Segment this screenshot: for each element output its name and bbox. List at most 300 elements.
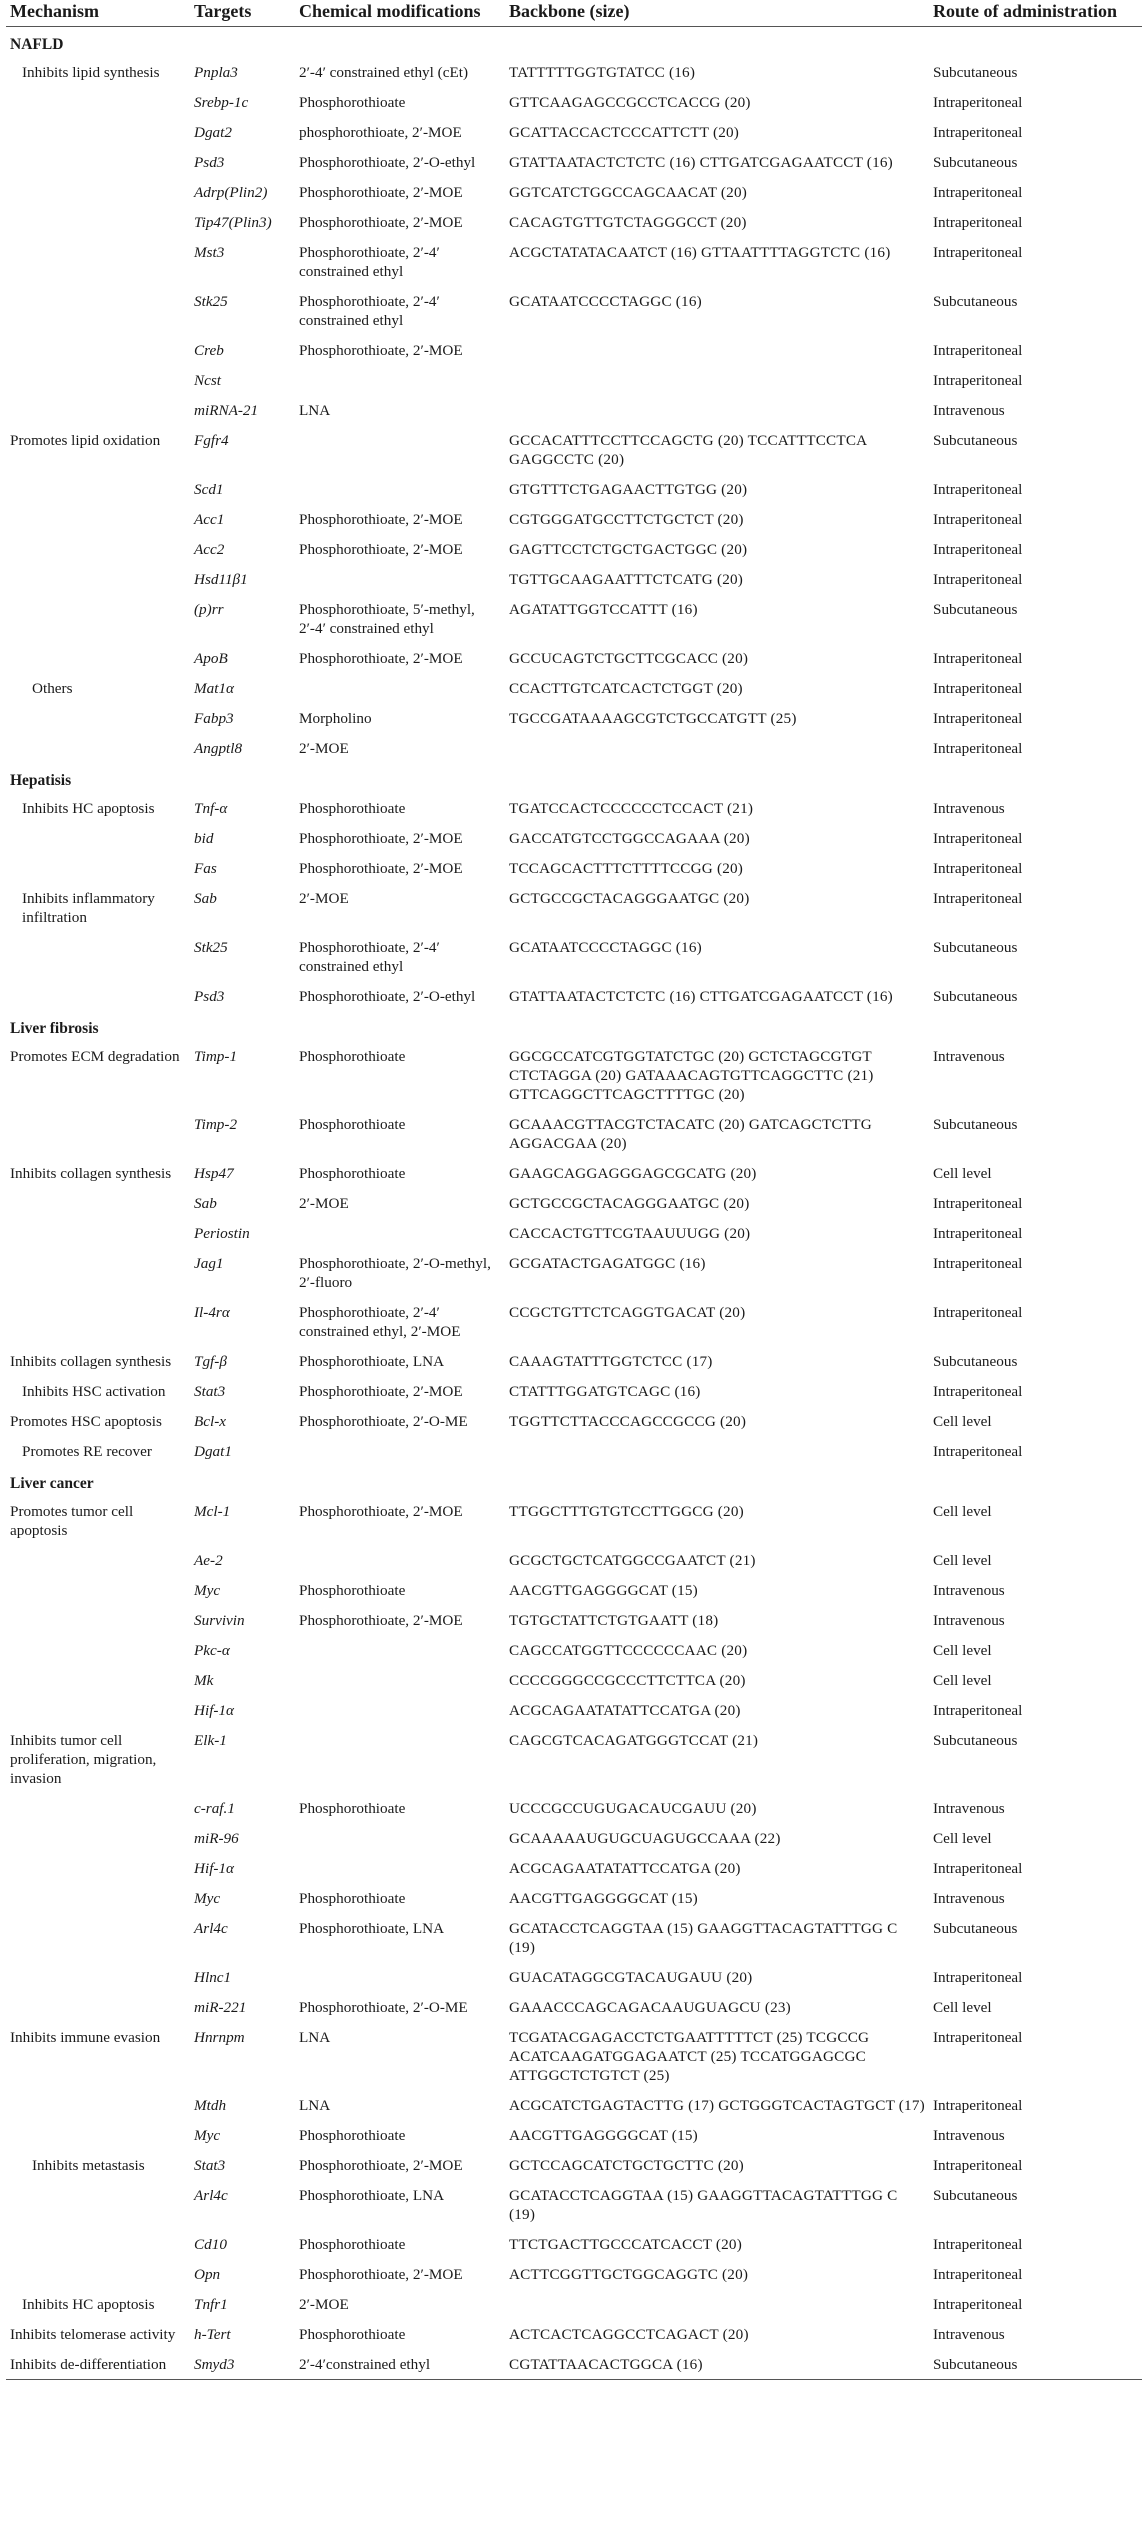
target-cell: ApoB — [194, 650, 228, 667]
target-cell: Tip47(Plin3) — [194, 214, 272, 231]
target-cell: Hlnc1 — [194, 1969, 232, 1986]
route-cell: Intraperitoneal — [933, 680, 1023, 697]
backbone-cell: GGCGCCATCGTGGTATCTGC (20) GCTCTAGCGTGT CTCTAGGA (20) GATAAACAGTGTTCAGGCTTC (21) GTTCAGGCTTCAGCTTTTGC (20) — [509, 1048, 874, 1103]
mechanism-cell — [6, 1218, 190, 1248]
chemical-modification-cell — [295, 673, 505, 703]
chemical-modification-cell: 2′-4′constrained ethyl — [295, 2349, 505, 2380]
chemical-modification-cell: Phosphorothioate — [299, 1165, 406, 1182]
chemical-modification-cell: phosphorothioate, 2′-MOE — [299, 124, 462, 141]
chemical-modification-cell: Phosphorothioate, 2′-MOE — [299, 1612, 463, 1629]
target-cell: Mcl-1 — [194, 1503, 231, 1520]
table-row — [6, 1496, 1142, 1545]
mechanism-cell — [6, 504, 190, 534]
route-cell: Intraperitoneal — [933, 541, 1023, 558]
table-row — [6, 594, 1142, 643]
target-cell: Mat1α — [194, 680, 235, 697]
mechanism-cell — [6, 643, 190, 673]
mechanism-cell — [6, 1823, 190, 1853]
chemical-modification-cell: Phosphorothioate — [299, 1890, 406, 1907]
chemical-modification-cell — [295, 1823, 505, 1853]
route-cell: Subcutaneous — [933, 2187, 1018, 2204]
route-cell: Subcutaneous — [933, 1353, 1018, 1370]
route-cell: Intravenous — [933, 2326, 1005, 2343]
target-cell: Psd3 — [194, 988, 225, 1005]
chemical-modification-cell: Phosphorothioate — [299, 2326, 406, 2343]
backbone-cell: CACAGTGTTGTCTAGGGCCT (20) — [509, 214, 747, 231]
chemical-modification-cell — [295, 425, 505, 474]
target-cell: Stat3 — [194, 1383, 226, 1400]
table-row — [6, 932, 1142, 981]
section-row — [6, 27, 1142, 58]
backbone-cell: TGATCCACTCCCCCCTCCACT (21) — [509, 800, 754, 817]
target-cell: Periostin — [194, 1225, 250, 1242]
mechanism-cell — [6, 1575, 190, 1605]
route-cell: Intravenous — [933, 1582, 1005, 1599]
target-cell: Scd1 — [194, 481, 224, 498]
target-cell: Pnpla3 — [194, 64, 238, 81]
target-cell: Timp-2 — [194, 1116, 238, 1133]
mechanism-cell — [6, 335, 190, 365]
chemical-modification-cell — [295, 1635, 505, 1665]
route-cell: Cell level — [933, 1503, 992, 1520]
table-row — [6, 474, 1142, 504]
table-row — [6, 2319, 1142, 2349]
backbone-cell — [505, 395, 929, 425]
backbone-cell: AACGTTGAGGGGCAT (15) — [509, 1582, 698, 1599]
route-cell: Intraperitoneal — [933, 1225, 1023, 1242]
target-cell: Hif-1α — [194, 1702, 235, 1719]
target-cell: Creb — [194, 342, 224, 359]
table-row — [6, 981, 1142, 1011]
target-cell: miR-96 — [194, 1830, 239, 1847]
route-cell: Intraperitoneal — [933, 571, 1023, 588]
chemical-modification-cell: Phosphorothioate, 2′-MOE — [299, 1503, 463, 1520]
route-cell: Intraperitoneal — [933, 860, 1023, 877]
route-cell: Intraperitoneal — [933, 2157, 1023, 2174]
backbone-cell: TATTTTTGGTGTATCC (16) — [509, 64, 696, 81]
target-cell: Tnf-α — [194, 800, 228, 817]
backbone-cell: GCATACCTCAGGTAA (15) GAAGGTTACAGTATTTGG C (19) — [509, 1920, 898, 1956]
chemical-modification-cell: LNA — [299, 2097, 331, 2114]
mechanism-cell: Inhibits inflammatory infiltration — [22, 890, 155, 926]
mechanism-cell — [6, 237, 190, 286]
backbone-cell: TGTGCTATTCTGTGAATT (18) — [509, 1612, 719, 1629]
route-cell: Subcutaneous — [933, 601, 1018, 618]
chemical-modification-cell — [295, 365, 505, 395]
table-row — [6, 147, 1142, 177]
backbone-cell: GCAAACGTTACGTCTACATC (20) GATCAGCTCTTG AGGACGAA (20) — [509, 1116, 872, 1152]
target-cell: bid — [194, 830, 214, 847]
mechanism-cell: Inhibits collagen synthesis — [10, 1165, 172, 1182]
table-row — [6, 2259, 1142, 2289]
table-row — [6, 504, 1142, 534]
chemical-modification-cell: 2′-MOE — [299, 740, 349, 757]
table-row — [6, 335, 1142, 365]
mechanism-cell — [6, 207, 190, 237]
backbone-cell: CCCCGGGCCGCCCTTCTTCA (20) — [509, 1672, 746, 1689]
target-cell: Hsd11β1 — [194, 571, 248, 588]
route-cell: Intraperitoneal — [933, 1443, 1023, 1460]
mechanism-cell — [6, 147, 190, 177]
backbone-cell: TTGGCTTTGTGTCCTTGGCG (20) — [509, 1503, 744, 1520]
chemical-modification-cell: Phosphorothioate, LNA — [299, 1920, 445, 1937]
route-cell: Subcutaneous — [929, 2349, 1142, 2380]
backbone-cell: TTCTGACTTGCCCATCACCT (20) — [509, 2236, 742, 2253]
mechanism-cell: Promotes lipid oxidation — [10, 432, 161, 449]
backbone-cell: GCGATACTGAGATGGC (16) — [509, 1255, 706, 1272]
target-cell: Stk25 — [194, 293, 228, 310]
section-title: NAFLD — [10, 36, 64, 53]
mechanism-cell — [6, 177, 190, 207]
chemical-modification-cell: Phosphorothioate — [299, 1116, 406, 1133]
route-cell: Intraperitoneal — [933, 2097, 1023, 2114]
target-cell: Opn — [194, 2266, 221, 2283]
route-cell: Intraperitoneal — [933, 1383, 1023, 1400]
header-mechanism: Mechanism — [6, 0, 190, 27]
backbone-cell: GCCACATTTCCTTCCAGCTG (20) TCCATTTCCTCA GAGGCCTC (20) — [509, 432, 867, 468]
table-row — [6, 1913, 1142, 1962]
target-cell: Pkc-α — [194, 1642, 230, 1659]
route-cell: Intraperitoneal — [933, 1195, 1023, 1212]
backbone-cell: GCATACCTCAGGTAA (15) GAAGGTTACAGTATTTGG C (19) — [509, 2187, 898, 2223]
table-row — [6, 1436, 1142, 1466]
route-cell: Cell level — [933, 1552, 992, 1569]
backbone-cell: GAAACCCAGCAGACAAUGUAGCU (23) — [509, 1999, 791, 2016]
backbone-cell: TGTTGCAAGAATTTCTCATG (20) — [509, 571, 744, 588]
chemical-modification-cell: Phosphorothioate — [299, 2127, 406, 2144]
route-cell: Intraperitoneal — [933, 124, 1023, 141]
route-cell: Intraperitoneal — [933, 372, 1023, 389]
backbone-cell: GTTCAAGAGCCGCCTCACCG (20) — [509, 94, 751, 111]
mechanism-cell — [6, 1297, 190, 1346]
mechanism-cell: Inhibits immune evasion — [10, 2029, 161, 2046]
route-cell: Intravenous — [933, 1890, 1005, 1907]
table-row — [6, 534, 1142, 564]
target-cell: Bcl-x — [194, 1413, 227, 1430]
mechanism-cell — [6, 1793, 190, 1823]
mechanism-cell — [6, 534, 190, 564]
target-cell: h-Tert — [194, 2326, 231, 2343]
backbone-cell: CGTATTAACACTGGCA (16) — [505, 2349, 929, 2380]
mechanism-cell: Inhibits HC apoptosis — [22, 800, 155, 817]
route-cell: Subcutaneous — [933, 1116, 1018, 1133]
route-cell: Intraperitoneal — [933, 1860, 1023, 1877]
mechanism-cell — [6, 474, 190, 504]
route-cell: Intraperitoneal — [933, 890, 1023, 907]
target-cell: Smyd3 — [190, 2349, 295, 2380]
table-row — [6, 177, 1142, 207]
backbone-cell: TGCCGATAAAAGCGTCTGCCATGTT (25) — [509, 710, 797, 727]
route-cell: Intraperitoneal — [933, 2029, 1023, 2046]
table-row — [6, 883, 1142, 932]
route-cell: Intraperitoneal — [933, 214, 1023, 231]
backbone-cell: GCAAAAAUGUGCUAGUGCCAAA (22) — [509, 1830, 781, 1847]
route-cell: Subcutaneous — [933, 432, 1018, 449]
chemical-modification-cell — [295, 1436, 505, 1466]
section-row — [6, 1466, 1142, 1496]
aso-table — [6, 0, 1142, 2380]
route-cell: Intravenous — [933, 1048, 1005, 1065]
chemical-modification-cell: Phosphorothioate, LNA — [299, 1353, 445, 1370]
table-row — [6, 2289, 1142, 2319]
table-row — [6, 207, 1142, 237]
table-row — [6, 1218, 1142, 1248]
route-cell: Cell level — [933, 1999, 992, 2016]
backbone-cell: GTGTTTCTGAGAACTTGTGG (20) — [509, 481, 748, 498]
mechanism-cell — [6, 2090, 190, 2120]
target-cell: miRNA-21 — [194, 402, 259, 419]
backbone-cell: UCCCGCCUGUGACAUCGAUU (20) — [509, 1800, 757, 1817]
chemical-modification-cell: Phosphorothioate, 2′-4′ constrained ethyl — [299, 293, 440, 329]
backbone-cell: GAAGCAGGAGGGAGCGCATG (20) — [509, 1165, 757, 1182]
route-cell: Subcutaneous — [933, 939, 1018, 956]
mechanism-cell — [6, 395, 190, 425]
route-cell: Intraperitoneal — [933, 1702, 1023, 1719]
route-cell: Intraperitoneal — [933, 2236, 1023, 2253]
chemical-modification-cell: Phosphorothioate — [299, 1582, 406, 1599]
table-row — [6, 1725, 1142, 1793]
mechanism-cell: Promotes tumor cell apoptosis — [10, 1503, 134, 1539]
route-cell: Cell level — [933, 1830, 992, 1847]
table-row — [6, 1605, 1142, 1635]
table-row — [6, 1346, 1142, 1376]
chemical-modification-cell: Phosphorothioate, 2′-MOE — [299, 2157, 463, 2174]
backbone-cell — [505, 1436, 929, 1466]
mechanism-cell — [6, 733, 190, 763]
table-row — [6, 2150, 1142, 2180]
mechanism-cell: Inhibits de-differentiation — [6, 2349, 190, 2380]
backbone-cell: GACCATGTCCTGGCCAGAAA (20) — [509, 830, 750, 847]
route-cell: Intraperitoneal — [933, 1255, 1023, 1272]
route-cell: Intraperitoneal — [933, 1304, 1023, 1321]
chemical-modification-cell — [295, 1695, 505, 1725]
route-cell: Intraperitoneal — [933, 184, 1023, 201]
table-row — [6, 643, 1142, 673]
table-row — [6, 1297, 1142, 1346]
backbone-cell: TCCAGCACTTTCTTTTCCGG (20) — [509, 860, 744, 877]
section-row — [6, 1011, 1142, 1041]
table-row — [6, 87, 1142, 117]
target-cell: Srebp-1c — [194, 94, 249, 111]
target-cell: Mk — [194, 1672, 214, 1689]
mechanism-cell — [6, 981, 190, 1011]
table-row — [6, 793, 1142, 823]
table-row — [6, 1545, 1142, 1575]
table-row — [6, 1853, 1142, 1883]
mechanism-cell: Inhibits metastasis — [32, 2157, 145, 2174]
table-row — [6, 1992, 1142, 2022]
target-cell: Timp-1 — [194, 1048, 238, 1065]
backbone-cell: CCGCTGTTCTCAGGTGACAT (20) — [509, 1304, 746, 1321]
target-cell: Acc1 — [194, 511, 225, 528]
target-cell: Ncst — [194, 372, 222, 389]
table-header — [6, 0, 1142, 27]
backbone-cell: GCATAATCCCCTAGGC (16) — [509, 293, 702, 310]
mechanism-cell — [6, 2229, 190, 2259]
backbone-cell: CCACTTGTCATCACTCTGGT (20) — [509, 680, 743, 697]
table-row — [6, 1883, 1142, 1913]
mechanism-cell: Inhibits collagen synthesis — [10, 1353, 172, 1370]
chemical-modification-cell: Phosphorothioate — [299, 94, 406, 111]
header-chemical-modifications: Chemical modifications — [295, 0, 505, 27]
chemical-modification-cell: Phosphorothioate, 2′-4′ constrained ethyl, 2′-MOE — [299, 1304, 461, 1340]
route-cell: Intravenous — [933, 1612, 1005, 1629]
target-cell: Adrp(Plin2) — [194, 184, 268, 201]
mechanism-cell — [6, 1248, 190, 1297]
mechanism-cell: Inhibits lipid synthesis — [22, 64, 160, 81]
target-cell: Mtdh — [194, 2097, 227, 2114]
route-cell: Subcutaneous — [933, 64, 1018, 81]
route-cell: Subcutaneous — [933, 293, 1018, 310]
route-cell: Intraperitoneal — [933, 830, 1023, 847]
header-row — [6, 0, 1142, 27]
mechanism-cell — [6, 1188, 190, 1218]
mechanism-cell — [6, 853, 190, 883]
chemical-modification-cell: Phosphorothioate, 2′-4′ constrained ethyl — [299, 244, 440, 280]
target-cell: Stat3 — [194, 2157, 226, 2174]
table-row — [6, 1575, 1142, 1605]
chemical-modification-cell — [295, 1665, 505, 1695]
backbone-cell: ACGCAGAATATATTCCATGA (20) — [509, 1860, 741, 1877]
target-cell: Hif-1α — [194, 1860, 235, 1877]
table-row — [6, 673, 1142, 703]
route-cell: Intraperitoneal — [933, 2266, 1023, 2283]
mechanism-cell: Promotes ECM degradation — [10, 1048, 180, 1065]
mechanism-cell: Inhibits HC apoptosis — [22, 2296, 155, 2313]
mechanism-cell: Inhibits tumor cell proliferation, migration, invasion — [10, 1732, 157, 1787]
chemical-modification-cell: Phosphorothioate — [299, 2236, 406, 2253]
table-row — [6, 823, 1142, 853]
section-title: Liver cancer — [10, 1475, 94, 1492]
target-cell: Hsp47 — [194, 1165, 234, 1182]
chemical-modification-cell: Phosphorothioate, 2′-4′ constrained ethyl — [299, 939, 440, 975]
chemical-modification-cell: LNA — [299, 2029, 331, 2046]
chemical-modification-cell — [295, 1725, 505, 1793]
mechanism-cell — [6, 1883, 190, 1913]
route-cell: Cell level — [933, 1165, 992, 1182]
target-cell: Arl4c — [194, 2187, 228, 2204]
table-row — [6, 733, 1142, 763]
backbone-cell: AACGTTGAGGGGCAT (15) — [509, 1890, 698, 1907]
table-row — [6, 1158, 1142, 1188]
chemical-modification-cell: Phosphorothioate, 2′-MOE — [299, 1383, 463, 1400]
table-row — [6, 1188, 1142, 1218]
chemical-modification-cell — [295, 564, 505, 594]
backbone-cell: ACGCTATATACAATCT (16) GTTAATTTTAGGTCTC (16) — [509, 244, 891, 261]
route-cell: Intraperitoneal — [933, 650, 1023, 667]
target-cell: Fas — [194, 860, 217, 877]
chemical-modification-cell — [295, 1962, 505, 1992]
target-cell: Fgfr4 — [194, 432, 229, 449]
backbone-cell: GCCUCAGTCTGCTTCGCACC (20) — [509, 650, 749, 667]
backbone-cell: GCATTACCACTCCCATTCTT (20) — [509, 124, 740, 141]
mechanism-cell — [6, 2120, 190, 2150]
mechanism-cell — [6, 1109, 190, 1158]
target-cell: Arl4c — [194, 1920, 228, 1937]
mechanism-cell — [6, 1635, 190, 1665]
chemical-modification-cell: Phosphorothioate, 2′-MOE — [299, 860, 463, 877]
header-route: Route of administration — [929, 0, 1142, 27]
route-cell: Cell level — [933, 1672, 992, 1689]
mechanism-cell: Others — [32, 680, 73, 697]
mechanism-cell: Promotes HSC apoptosis — [10, 1413, 162, 1430]
mechanism-cell — [6, 1665, 190, 1695]
backbone-cell: GCATAATCCCCTAGGC (16) — [509, 939, 702, 956]
backbone-cell: GCTGCCGCTACAGGGAATGC (20) — [509, 1195, 750, 1212]
target-cell: Tgf-β — [194, 1353, 227, 1370]
backbone-cell: CTATTTGGATGTCAGC (16) — [509, 1383, 701, 1400]
backbone-cell — [505, 335, 929, 365]
table-row — [6, 1695, 1142, 1725]
table-row — [6, 365, 1142, 395]
target-cell: Elk-1 — [194, 1732, 227, 1749]
target-cell: Sab — [194, 1195, 217, 1212]
chemical-modification-cell: Phosphorothioate — [299, 1048, 406, 1065]
table-row — [6, 1248, 1142, 1297]
chemical-modification-cell: Phosphorothioate, 2′-MOE — [299, 650, 463, 667]
target-cell: Survivin — [194, 1612, 245, 1629]
target-cell: Fabp3 — [194, 710, 234, 727]
target-cell: Hnrnpm — [194, 2029, 245, 2046]
route-cell: Intraperitoneal — [933, 511, 1023, 528]
chemical-modification-cell: Phosphorothioate, LNA — [299, 2187, 445, 2204]
target-cell: Jag1 — [194, 1255, 224, 1272]
chemical-modification-cell: 2′-MOE — [299, 2296, 349, 2313]
table-row — [6, 2349, 1142, 2380]
table-row — [6, 1406, 1142, 1436]
backbone-cell: ACGCATCTGAGTACTTG (17) GCTGGGTCACTAGTGCT (17) — [509, 2097, 925, 2114]
chemical-modification-cell — [295, 1218, 505, 1248]
chemical-modification-cell — [295, 474, 505, 504]
route-cell: Subcutaneous — [933, 1732, 1018, 1749]
section-title: Liver fibrosis — [10, 1020, 99, 1037]
backbone-cell: ACTCACTCAGGCCTCAGACT (20) — [509, 2326, 749, 2343]
chemical-modification-cell: Phosphorothioate — [299, 1800, 406, 1817]
mechanism-cell — [6, 594, 190, 643]
mechanism-cell — [6, 117, 190, 147]
chemical-modification-cell: Phosphorothioate, 2′-MOE — [299, 184, 463, 201]
route-cell: Intraperitoneal — [933, 94, 1023, 111]
route-cell: Subcutaneous — [933, 1920, 1018, 1937]
section-row — [6, 763, 1142, 793]
chemical-modification-cell — [295, 1853, 505, 1883]
table-row — [6, 1041, 1142, 1109]
mechanism-cell — [6, 564, 190, 594]
target-cell: Mst3 — [194, 244, 225, 261]
route-cell: Intraperitoneal — [933, 342, 1023, 359]
route-cell: Intravenous — [933, 402, 1005, 419]
table-row — [6, 853, 1142, 883]
table-row — [6, 2090, 1142, 2120]
backbone-cell: TCGATACGAGACCTCTGAATTTTTCT (25) TCGCCG ACATCAAGATGGAGAATCT (25) TCCATGGAGCGC ATTGGCTCTGTCT (25) — [509, 2029, 870, 2084]
route-cell: Intraperitoneal — [933, 481, 1023, 498]
table-row — [6, 1665, 1142, 1695]
table-row — [6, 1823, 1142, 1853]
backbone-cell: GCTCCAGCATCTGCTGCTTC (20) — [509, 2157, 744, 2174]
mechanism-cell — [6, 1992, 190, 2022]
target-cell: miR-221 — [194, 1999, 247, 2016]
target-cell: (p)rr — [194, 601, 224, 618]
backbone-cell: TGGTTCTTACCCAGCCGCCG (20) — [509, 1413, 747, 1430]
target-cell: Angptl8 — [194, 740, 243, 757]
chemical-modification-cell: Phosphorothioate, 2′-O-ethyl — [299, 154, 476, 171]
mechanism-cell — [6, 365, 190, 395]
route-cell: Intraperitoneal — [933, 2296, 1023, 2313]
backbone-cell: CAAAGTATTTGGTCTCC (17) — [509, 1353, 713, 1370]
mechanism-cell — [6, 87, 190, 117]
backbone-cell: CAGCGTCACAGATGGGTCCAT (21) — [509, 1732, 759, 1749]
mechanism-cell: Promotes RE recover — [22, 1443, 152, 1460]
